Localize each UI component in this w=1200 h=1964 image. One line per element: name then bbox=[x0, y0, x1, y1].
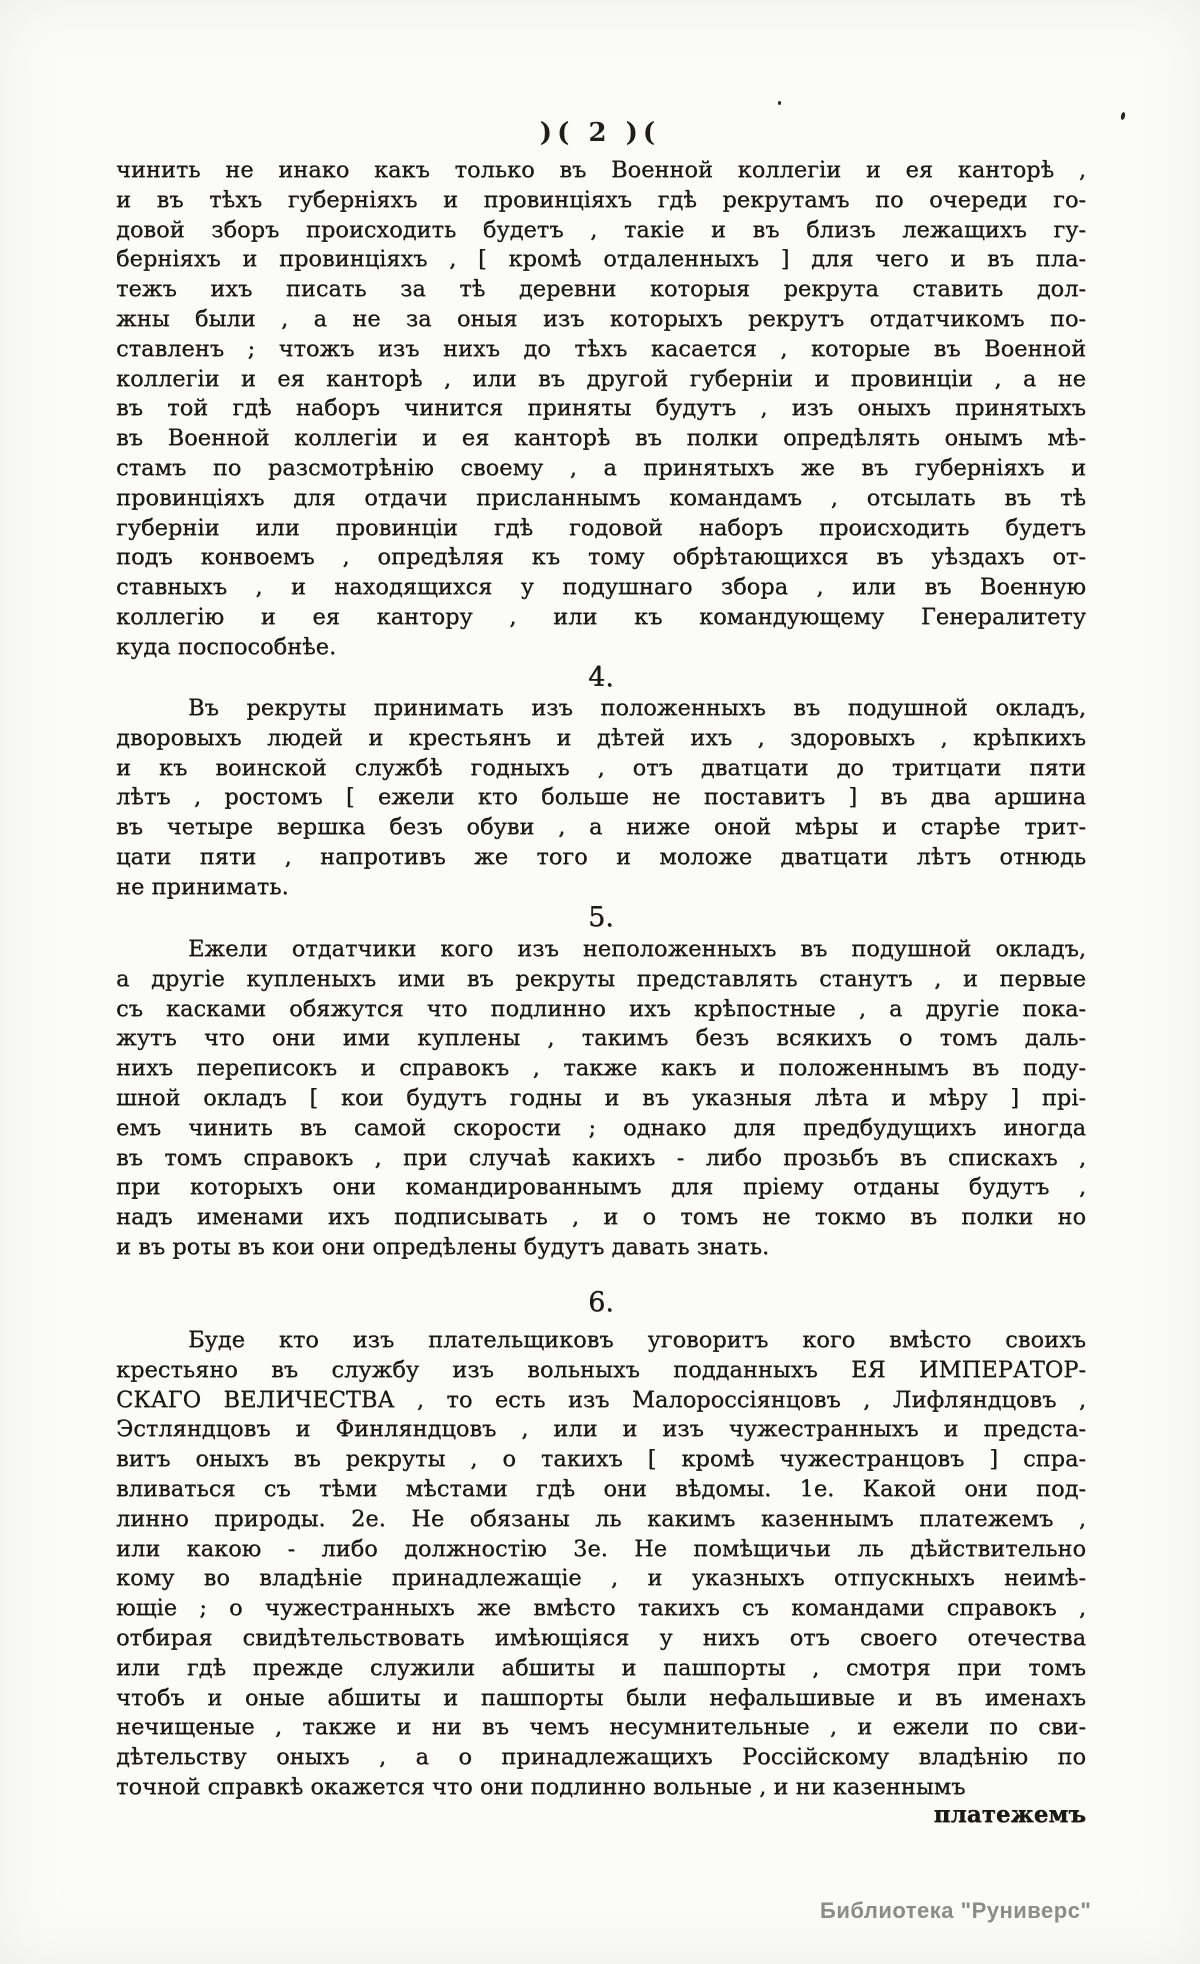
text-line: въ томъ справокъ , при случаѣ какихъ - либо прозьбъ въ спискахъ , bbox=[116, 1144, 1086, 1171]
paragraph-3-continuation bbox=[116, 156, 1086, 663]
text-line: и къ воинской службѣ годныхъ , отъ дватцати до тритцати пяти bbox=[116, 754, 1086, 781]
text-line: Буде кто изъ плательщиковъ уговоритъ кого вмѣсто своихъ bbox=[188, 1327, 1086, 1353]
text-line: крестьяно въ службу изъ вольныхъ подданныхъ ЕЯ ИМПЕРАТОР- bbox=[116, 1356, 1086, 1383]
text-line: нихъ переписокъ и справокъ , также какъ и положеннымъ въ поду- bbox=[116, 1055, 1086, 1082]
text-line: а другіе купленыхъ ими въ рекруты представлять станутъ , и первые bbox=[116, 965, 1086, 992]
section-5-number: 5. bbox=[588, 902, 614, 933]
text-line: дворовыхъ людей и крестьянъ и дѣтей ихъ , здоровыхъ , крѣпкихъ bbox=[116, 724, 1086, 751]
text-line: ставныхъ , и находящихся у подушнаго збора , или въ Военную bbox=[116, 574, 1086, 601]
text-line: довой зборъ происходить будетъ , такіе и въ близъ лежащихъ гу- bbox=[116, 216, 1086, 243]
text-line: въ той гдѣ наборъ чинится приняты будутъ , изъ оныхъ принятыхъ bbox=[116, 395, 1086, 422]
text-line: вливаться съ тѣми мѣстами гдѣ они вѣдомы. 1е. Какой они под- bbox=[116, 1475, 1086, 1502]
text-line: жутъ что они ими куплены , такимъ безъ всякихъ о томъ даль- bbox=[116, 1025, 1086, 1052]
text-line: чтобъ и оные абшиты и пашпорты были нефальшивые и въ именахъ bbox=[116, 1684, 1086, 1711]
page-number: )( 2 )( bbox=[539, 118, 661, 148]
text-line: берніяхъ и провинціяхъ , [ кромѣ отдаленныхъ ] для чего и въ пла- bbox=[116, 246, 1086, 273]
text-line: въ четыре вершка безъ обуви , а ниже оной мѣры и старѣе трит- bbox=[116, 814, 1086, 841]
text-line: не принимать. bbox=[116, 873, 289, 900]
text-line: шной окладъ [ кои будутъ годны и въ указныя лѣта и мѣру ] прі- bbox=[116, 1084, 1086, 1111]
text-line: Эстляндцовъ и Финляндцовъ , или и изъ чужестранныхъ и предста- bbox=[116, 1416, 1086, 1443]
text-line: или гдѣ прежде служили абшиты и пашпорты , смотря при томъ bbox=[116, 1654, 1086, 1681]
text-line: лѣтъ , ростомъ [ ежели кто больше не поставитъ ] въ два аршина bbox=[116, 784, 1086, 811]
text-line: надъ именами ихъ подписывать , и о томъ не токмо въ полки но bbox=[116, 1204, 1086, 1231]
section-4-number: 4. bbox=[588, 662, 614, 693]
text-line: кому во владѣніе принадлежащіе , и указныхъ отпускныхъ неимѣ- bbox=[116, 1565, 1086, 1592]
text-line: и въ тѣхъ губерніяхъ и провинціяхъ гдѣ рекрутамъ по очереди го- bbox=[116, 186, 1086, 213]
text-line: въ Военной коллегіи и ея канторѣ въ полки опредѣлять онымъ мѣ- bbox=[116, 425, 1086, 452]
text-line: нечищеные , также и ни въ чемъ несумнительные , и ежели по сви- bbox=[116, 1714, 1086, 1741]
text-line: ставленъ ; чтожъ изъ нихъ до тѣхъ касается , которые въ Военной bbox=[116, 335, 1086, 362]
text-line: тежъ ихъ писать за тѣ деревни которыя рекрута ставить дол- bbox=[116, 276, 1086, 303]
text-line: СКАГО ВЕЛИЧЕСТВА , то есть изъ Малороссіянцовъ , Лифляндцовъ , bbox=[116, 1386, 1086, 1413]
text-line: при которыхъ они командированнымъ для пріему отданы будутъ , bbox=[116, 1174, 1086, 1201]
text-line: куда поспособнѣе. bbox=[116, 633, 337, 660]
text-line: ющіе ; о чужестранныхъ же вмѣсто такихъ съ командами справокъ , bbox=[116, 1595, 1086, 1622]
text-line: подъ конвоемъ , опредѣляя къ тому обрѣтающихся въ уѣздахъ от- bbox=[116, 544, 1086, 571]
text-line: витъ оныхъ въ рекруты , о такихъ [ кромѣ чужестранцовъ ] спра- bbox=[116, 1446, 1086, 1473]
text-line: Въ рекруты принимать изъ положенныхъ въ подушной окладъ, bbox=[188, 695, 1086, 721]
text-line: емъ чинить въ самой скорости ; однако для предбудущихъ иногда bbox=[116, 1114, 1086, 1141]
text-line: провинціяхъ для отдачи присланнымъ командамъ , отсылать въ тѣ bbox=[116, 484, 1086, 511]
library-watermark: Библиотека "Руниверс" bbox=[820, 1898, 1092, 1923]
text-line: и въ роты въ кои они опредѣлены будутъ давать знать. bbox=[116, 1233, 770, 1260]
text-line: цати пяти , напротивъ же того и моложе дватцати лѣтъ отнюдь bbox=[116, 843, 1086, 870]
text-line: или какою - либо должностію 3е. Не помѣщичьи ль дѣйствительно bbox=[116, 1535, 1086, 1562]
text-line: стамъ по разсмотрѣнію своему , а принятыхъ же въ губерніяхъ и bbox=[116, 454, 1086, 481]
text-line: чинить не инако какъ только въ Военной коллегіи и ея канторѣ , bbox=[116, 157, 1086, 183]
text-line: отбирая свидѣтельствовать имѣющіяся у нихъ отъ своего отечества bbox=[116, 1624, 1086, 1651]
text-line: губерніи или провинціи гдѣ годовой наборъ происходить будетъ bbox=[116, 514, 1086, 541]
text-line: съ касками обяжутся что подлинно ихъ крѣпостные , а другіе пока- bbox=[116, 995, 1086, 1022]
document-text bbox=[116, 0, 1086, 1964]
text-line: дѣтельству оныхъ , а о принадлежащихъ Россійскому владѣнію по bbox=[116, 1744, 1086, 1771]
text-line: Ежели отдатчики кого изъ неположенныхъ въ подушной окладъ, bbox=[188, 936, 1086, 962]
section-6-number: 6. bbox=[588, 1287, 614, 1318]
paragraph-4 bbox=[116, 694, 1086, 903]
text-line: линно природы. 2е. Не обязаны ль какимъ казеннымъ платежемъ , bbox=[116, 1505, 1086, 1532]
text-line: жны были , а не за оныя изъ которыхъ рекрутъ отдатчикомъ по- bbox=[116, 305, 1086, 332]
paragraph-6 bbox=[116, 1326, 1086, 1803]
catchword: платежемъ bbox=[933, 1801, 1086, 1828]
text-line: коллегію и ея кантору , или къ командующему Генералитету bbox=[116, 603, 1086, 630]
text-line: точной справкѣ окажется что они подлинно вольные , и ни казеннымъ bbox=[116, 1773, 966, 1800]
ink-speck bbox=[778, 101, 781, 105]
text-line: коллегіи и ея канторѣ , или въ другой губерніи и провинціи , а не bbox=[116, 365, 1086, 392]
paragraph-5 bbox=[116, 935, 1086, 1263]
